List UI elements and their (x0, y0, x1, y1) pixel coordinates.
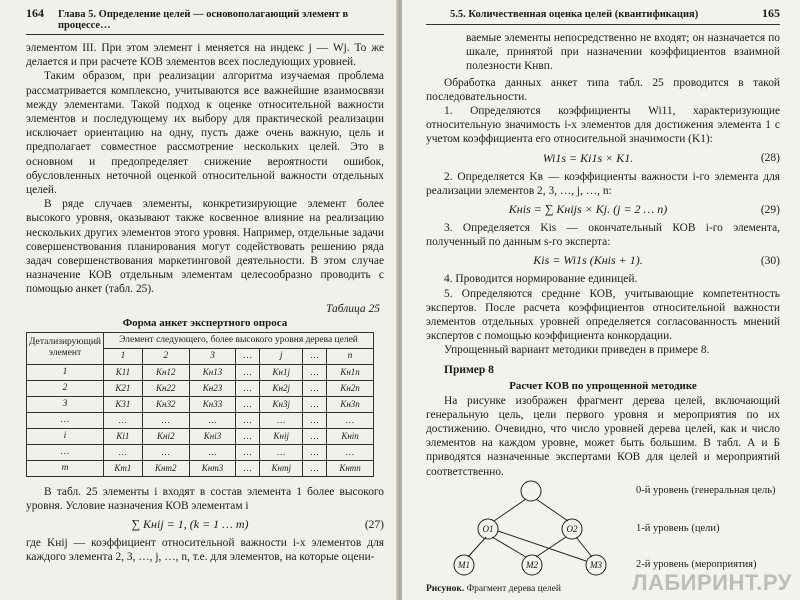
table-cell: … (303, 364, 327, 380)
table-cell: … (236, 364, 260, 380)
paragraph: Обработка данных анкет типа табл. 25 проводится в такой последовательности. (426, 76, 780, 103)
table-col-label: 1 (104, 348, 143, 364)
table-cell: … (236, 396, 260, 412)
table-cell: K31 (104, 396, 143, 412)
figure-caption (426, 584, 561, 594)
tree-edge (492, 537, 526, 557)
table-cell: … (327, 412, 374, 428)
example-text: На рисунке изображен фрагмент дерева целей, включающий генеральную цель, цели первого уровня и мероприятия по их достижению. Очевидно, что число уровней дерева целей, как и число элементов на каждом уровне, может быть большим. В табл. А и Б приводятся назначенные экспертами КОВ для целей и мероприятий соответственно. (426, 394, 780, 478)
table-title: Форма анкет экспертного опроса (122, 316, 288, 329)
table-col-label: j (260, 348, 303, 364)
table-cell: Kнm3 (189, 460, 236, 476)
table-cell: Kн2n (327, 380, 374, 396)
table-cell: … (260, 412, 303, 428)
table-caption: Таблица 25 (325, 302, 380, 315)
formula-27-number: (27) (364, 518, 384, 531)
formula-29-body: Kнis = ∑ Kнijs × Kj. (j = 2 … n) (508, 202, 668, 217)
step-3: 3. Определяется Kis — окончательный КОВ i-го элемента, полученный по данным s-го эксперта: (426, 222, 780, 249)
formula-28 (426, 151, 780, 166)
paragraph: В ряде случаев элементы, конкретизирующие элемент более высокого уровня, оказывают также косвенное влияние на реализацию нескольких других элементов этого уровня. Например, отдельные задачи совершенствования планирования могут содействовать решению ряда задач совершенствования маркетинговой деятельности. В этом случае назначение КОВ отдельным элементам целесообразно проводить с помощью анкет (табл. 25). (26, 198, 384, 296)
node-label: M2 (526, 559, 538, 570)
table-cell: … (260, 444, 303, 460)
table-col-label: … (303, 348, 327, 364)
table-row-label: 1 (27, 364, 104, 380)
expert-survey-table (26, 332, 374, 477)
table-col-label: 2 (142, 348, 189, 364)
table-cell: K21 (104, 380, 143, 396)
right-page (402, 0, 800, 600)
table-cell: Kнi3 (189, 428, 236, 444)
table-cell: … (142, 412, 189, 428)
table-cell: … (104, 444, 143, 460)
table-row (27, 428, 374, 444)
table-cell: Kн13 (189, 364, 236, 380)
left-running-title: Глава 5. Определение целей — основополагающий элемент в процессе… (58, 9, 349, 31)
formula-30-number: (30) (760, 254, 780, 267)
node-label: M3 (590, 559, 602, 570)
table-cell: … (189, 444, 236, 460)
table-cell: Kн32 (142, 396, 189, 412)
table-cell: … (303, 444, 327, 460)
table-cell: … (104, 412, 143, 428)
level-2-label: 2-й уровень (мероприятия) (636, 558, 757, 570)
level-0-label: 0-й уровень (генеральная цель) (636, 484, 776, 496)
table-cell: … (236, 428, 260, 444)
table-cell: … (236, 460, 260, 476)
table-cell: Kн23 (189, 380, 236, 396)
table-cell: Kн2j (260, 380, 303, 396)
tree-edge (494, 499, 526, 521)
table-row-label: … (27, 412, 104, 428)
tree-edge (468, 537, 486, 557)
formula-27 (26, 517, 384, 532)
table-cell: Ki1 (104, 428, 143, 444)
node-label: M1 (458, 559, 470, 570)
formula-30-body: Kis = Wi1s (Kнis + 1). (533, 253, 643, 268)
table-cell: … (303, 380, 327, 396)
tree-node-root (521, 481, 541, 501)
table-cell: Kн3j (260, 396, 303, 412)
table-row-label: m (27, 460, 104, 476)
step-1: 1. Определяются коэффициенты Wi11, характеризующие относительную значимость i-х элементов для достижения элемента 1 с учетом коэффициента его относительной значимости (K1): (426, 105, 780, 146)
paragraph: Упрощенный вариант методики приведен в примере 8. (444, 344, 710, 357)
formula-29 (426, 202, 780, 217)
table-cell: … (236, 444, 260, 460)
table-row (27, 380, 374, 396)
tree-edge (536, 499, 568, 521)
paragraph: где Kнij — коэффициент относительной важности i-х элементов для каждого элемента 2, 3, …, j, …, n, т.е. для элементов, на которые оцени- (26, 537, 384, 564)
table-row-label: 3 (27, 396, 104, 412)
table-cell: … (327, 444, 374, 460)
table-col-label: … (236, 348, 260, 364)
table-cell: K11 (104, 364, 143, 380)
watermark-logo: ЛАБИРИНТ.РУ (632, 570, 792, 595)
node-label: O1 (482, 523, 494, 534)
table-row (27, 412, 374, 428)
table-row-label: … (27, 444, 104, 460)
table-cell: … (303, 412, 327, 428)
table-header-group: Элемент следующего, более высокого уровня дерева целей (104, 332, 374, 348)
table-row (27, 396, 374, 412)
table-header-detail: Детализирующий элемент (27, 332, 104, 364)
table-cell: Kнmn (327, 460, 374, 476)
table-cell: Kнij (260, 428, 303, 444)
step-4: 4. Проводится нормирование единицей. (444, 273, 638, 286)
table-cell: Kнin (327, 428, 374, 444)
right-page-number: 165 (762, 6, 780, 20)
example-subtitle: Расчет КОВ по упрощенной методике (509, 379, 697, 392)
node-label: O2 (566, 523, 578, 534)
formula-29-number: (29) (760, 203, 780, 216)
step-2: 2. Определяется Kв — коэффициенты важности i-го элемента для реализации элементов 2, 3, …, j, …, n: (426, 170, 780, 197)
table-cell: … (189, 412, 236, 428)
table-cell: … (303, 460, 327, 476)
table-cell: Km1 (104, 460, 143, 476)
table-cell: Kн12 (142, 364, 189, 380)
left-page-number: 164 (26, 6, 44, 20)
table-cell: … (303, 428, 327, 444)
table-cell: Kн33 (189, 396, 236, 412)
table-cell: Kнm2 (142, 460, 189, 476)
table-cell: … (236, 380, 260, 396)
step-5: 5. Определяются средние КОВ, учитывающие компетентность экспертов. После расчета коэффициентов относительной важности элементов отдельных уровней определяется согласованность мнений экспертов с помощью коэффициента конкордации. (426, 287, 780, 343)
left-running-head (26, 6, 384, 35)
formula-28-body: Wi1s = Ki1s × K1. (542, 150, 634, 165)
table-cell: Kн22 (142, 380, 189, 396)
table-row-label: i (27, 428, 104, 444)
table-cell: Kнmj (260, 460, 303, 476)
figure-caption-label: Рисунок. (426, 583, 465, 594)
paragraph: элементом III. При этом элемент i меняется на индекс j — Wj. То же делается и при расчете КОВ элементов всех последующих уровней. (26, 42, 384, 69)
table-row-label: 2 (27, 380, 104, 396)
table-cell: Kн1n (327, 364, 374, 380)
table-cell: Kнi2 (142, 428, 189, 444)
table-row (27, 364, 374, 380)
paragraph: ваемые элементы непосредственно не входят; он назначается по шкале, принятой при назначении коэффициентов взаимной полезности Kнвп. (466, 32, 780, 73)
example-title: Пример 8 (444, 363, 494, 376)
level-1-label: 1-й уровень (цели) (636, 522, 720, 534)
table-cell: Kн1j (260, 364, 303, 380)
right-running-title: 5.5. Количественная оценка целей (квантификация) (450, 9, 699, 20)
formula-28-number: (28) (760, 152, 780, 165)
figure-caption-text: Фрагмент дерева целей (466, 583, 561, 594)
table-col-label: 3 (189, 348, 236, 364)
table-row (27, 444, 374, 460)
table-cell: Kн3n (327, 396, 374, 412)
tree-edge (536, 537, 566, 557)
table-col-label: n (327, 348, 374, 364)
table-row (27, 460, 374, 476)
right-running-head (426, 6, 780, 25)
tree-edge (498, 531, 586, 561)
paragraph: Таким образом, при реализации алгоритма изучаемая проблема рассматривается комплексно, учитываются все важнейшие взаимосвязи между элементами. Такой подход к оценке относительной важности элементов и последующему их выбору для практической реализации исключает ориентацию на одну, пусть даже очень важную, цель и предполагает совместное рассмотрение нескольких целей. Это в основном и предопределяет снижение вероятности ошибок, обусловленных неточной оценкой относительной важности отдельных целей. (26, 70, 384, 197)
formula-30 (426, 253, 780, 268)
paragraph: В табл. 25 элементы i входят в состав элемента 1 более высокого уровня. Условие назначения КОВ элементам i (26, 485, 384, 512)
formula-27-body: ∑ Kнij = 1, (k = 1 … m) (131, 517, 249, 532)
tree-edge (576, 537, 592, 557)
left-page (0, 0, 398, 600)
table-cell: … (236, 412, 260, 428)
table-cell: … (142, 444, 189, 460)
table-cell: … (303, 396, 327, 412)
